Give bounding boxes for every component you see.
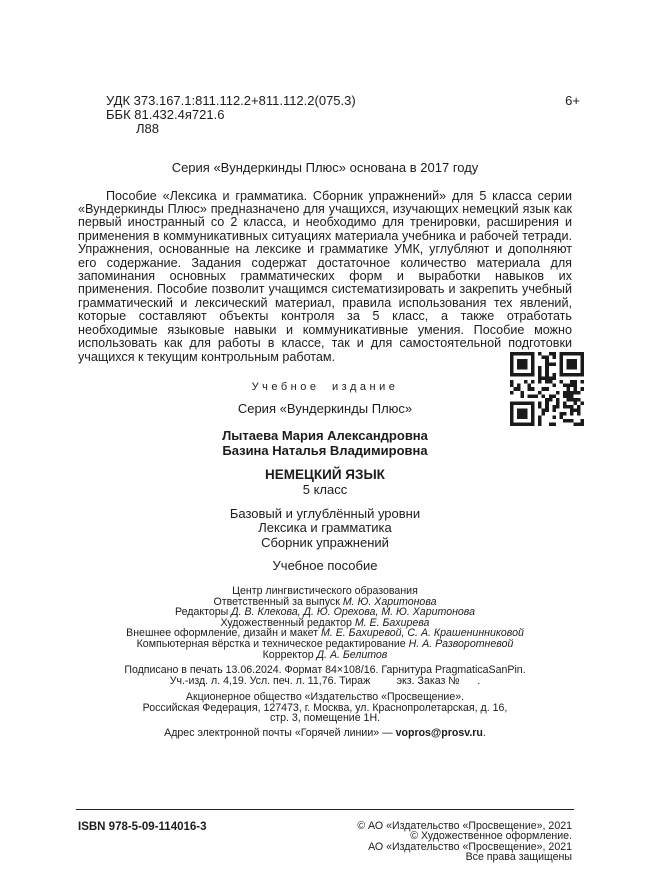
credit-line: Редакторы Д. В. Клекова, Д. Ю. Орехова, М. Ю. Харитонова bbox=[175, 606, 475, 619]
level-line: Базовый и углублённый уровни bbox=[229, 505, 421, 521]
head-row bbox=[78, 93, 580, 136]
annotation-paragraph: Пособие «Лексика и грамматика. Сборник упражнений» для 5 класса серии «Вундеркинды Плюс» предназначено для учащихся, изучающих немецкий язык как первый иностранный со 2 класса, и необходимо для тренировки, расширения и применения в коммуникативных ситуациях материала учебника и рабочей тетради. Упражнения, основанные на лексике и грамматике УМК, углубляют и дополняют его содержание. Задания содержат достаточное количество материала для запоминания основных грамматических форм и выработки навыков их применения. Пособие позволит учащимся систематизировать и закрепить учебный грамматический и лексический материал, правила использования тех явлений, которые составляют объекты контроля за 5 класс, а также отработать необходимые языковые навыки и коммуникативные умения. Пособие можно использовать как для работы в классе, так и для самостоятельной подготовки учащихся к текущим контрольным работам. bbox=[78, 188, 572, 364]
publisher-address-line: Российская Федерация, 127473, г. Москва, ул. Краснопролетарская, д. 16, bbox=[142, 701, 508, 714]
bbk-line: ББК 81.432.4я721.6 bbox=[106, 107, 225, 122]
print-info-block bbox=[78, 665, 572, 687]
udk-line: УДК 373.167.1:811.112.2+811.112.2(075.3) bbox=[106, 93, 356, 108]
divider-rule bbox=[76, 809, 574, 810]
subject-line: Лексика и грамматика bbox=[258, 520, 392, 536]
hotline-prefix: Адрес электронной почты «Горячей линии» — bbox=[164, 727, 396, 740]
credit-line: Центр лингвистического образования bbox=[232, 585, 418, 598]
bibliographic-codes bbox=[106, 94, 356, 136]
print-info-line: Подписано в печать 13.06.2024. Формат 84×108/16. Гарнитура PragmaticaSanPin. bbox=[124, 664, 526, 677]
series-founding-note: Серия «Вундеркинды Плюс» основана в 2017 году bbox=[171, 160, 479, 175]
credit-line: Художественный редактор М. Е. Бахирева bbox=[220, 616, 430, 629]
workbook-line: Сборник упражнений bbox=[261, 534, 389, 550]
footer-row bbox=[78, 821, 572, 863]
credit-line: Компьютерная вёрстка и техническое редактирование Н. А. Разворотневой bbox=[136, 638, 514, 651]
credits-block bbox=[78, 586, 572, 660]
hotline-email: vopros@prosv.ru bbox=[395, 727, 483, 740]
author-name: Базина Наталья Владимировна bbox=[222, 442, 428, 458]
credit-line: Корректор Д. А. Белитов bbox=[262, 648, 388, 661]
credit-line: Ответственный за выпуск М. Ю. Харитонова bbox=[213, 595, 437, 608]
publisher-address-line: стр. 3, помещение 1Н. bbox=[269, 712, 381, 725]
book-title: НЕМЕЦКИЙ ЯЗЫК bbox=[265, 467, 385, 483]
classification-code: Л88 bbox=[136, 121, 159, 136]
edition-kind-label: Учебное пособие bbox=[272, 558, 378, 574]
edition-description bbox=[78, 507, 572, 551]
print-info-line: Уч.-изд. л. 4,19. Усл. печ. л. 11,76. Тираж экз. Заказ № . bbox=[169, 675, 481, 688]
grade-subtitle: 5 класс bbox=[302, 482, 348, 498]
edition-type-label: Учебное издание bbox=[251, 380, 399, 393]
series-title: Серия «Вундеркинды Плюс» bbox=[237, 401, 413, 417]
author-name: Лытаева Мария Александровна bbox=[222, 428, 428, 444]
hotline-line bbox=[78, 728, 572, 739]
copyright-line: АО «Издательство «Просвещение», 2021 bbox=[368, 840, 572, 853]
age-rating-badge: 6+ bbox=[565, 93, 580, 108]
qr-code-image bbox=[510, 352, 584, 426]
publisher-block bbox=[78, 692, 572, 723]
credit-line: Внешнее оформление, дизайн и макет М. Е. Бахиревой, С. А. Крашенинниковой bbox=[126, 627, 524, 640]
qr-code bbox=[510, 352, 584, 426]
copyright-line: © Художественное оформление. bbox=[410, 830, 572, 843]
hotline-suffix: . bbox=[482, 727, 486, 740]
copyright-block bbox=[357, 821, 572, 863]
copyright-line: © АО «Издательство «Просвещение», 2021 bbox=[357, 819, 572, 832]
isbn: ISBN 978-5-09-114016-3 bbox=[78, 820, 207, 833]
publisher-line: Акционерное общество «Издательство «Просвещение». bbox=[185, 691, 465, 704]
copyright-line: Все права защищены bbox=[465, 851, 572, 864]
authors-block bbox=[78, 429, 572, 458]
